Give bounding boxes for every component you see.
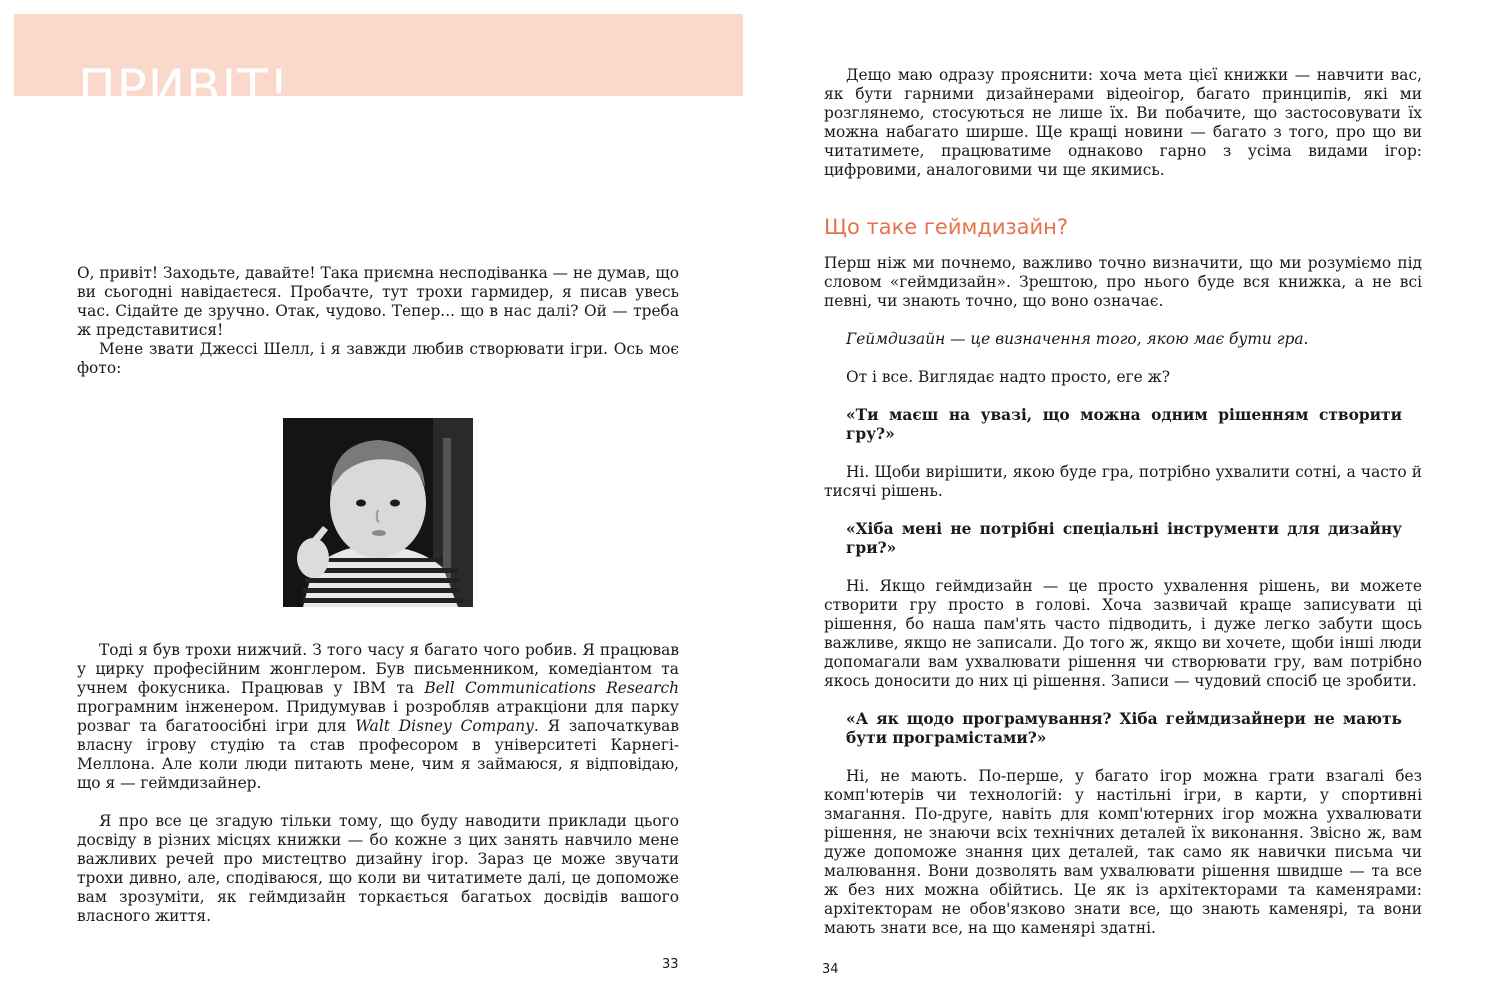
bio-emphasis-disney: Walt Disney Company [355, 717, 534, 735]
chapter-title: ПРИВІТ! [78, 59, 290, 117]
intro-paragraph: О, привіт! Заходьте, давайте! Така приємна несподіванка — не думав, що ви сьогодні навідаєтеся. Пробачте, тут трохи гармидер, я писав увесь час. Сідайте де зручно. Отак, чудово. Тепер... що в нас далі? Ой — треба ж представитися! [77, 264, 679, 339]
bio-paragraph [77, 641, 679, 793]
simple-remark: От і все. Виглядає надто просто, еге ж? [846, 368, 1171, 386]
answer-2: Ні. Якщо геймдизайн — це просто ухвалення рішень, ви можете створити гру просто в голові. Хоча зазвичай краще записувати ці рішення, бо наша пам'ять часто підводить, і дуже легко забути щось важливе, якщо не записали. До того ж, якщо ви хочете, щоби інші люди допомагали вам ухвалювати рішення чи створювати гру, вам потрібно якось доносити до них ці рішення. Записи — чудовий спосіб це зробити. [824, 577, 1422, 690]
definition-quote: Геймдизайн — це визначення того, якою має бути гра. [846, 330, 1309, 348]
answer-1: Ні. Щоби вирішити, якою буде гра, потрібно ухвалити сотні, а часто й тисячі рішень. [824, 463, 1422, 500]
intro-block [77, 264, 679, 378]
question-1: «Ти маєш на увазі, що можна одним рішенням створити гру?» [846, 406, 1402, 443]
answer-3: Ні, не мають. По-перше, у багато ігор можна грати взагалі без комп'ютерів чи технологій: у настільні ігри, в карти, у спортивні змагання. По-друге, навіть для комп'ютерних ігор можна ухвалювати рішення, не знаючи всіх технічних деталей їх виконання. Звісно ж, вам дуже допоможе знання цих деталей, так само як навички письма чи малювання. Вони дозволять вам ухвалювати рішення швидше — та все ж без них можна обійтись. Це як із архітекторами та каменярами: архітекторам не обов'язково знати все, що знають каменярі, та вони мають знати все, на що каменярі здатні. [824, 767, 1422, 937]
intro-paragraph-2: Мене звати Джессі Шелл, і я завжди любив створювати ігри. Ось моє фото: [77, 340, 679, 377]
question-3: «А як щодо програмування? Хіба геймдизайнери не мають бути програмістами?» [846, 710, 1402, 747]
bio-text-3: . Я започаткував власну ігрову студію та став професором в університеті Карнегі-Меллона. Але коли люди питають мене, чим я займаюся, я відповідаю, що я — геймдизайнер. [77, 717, 680, 792]
experience-paragraph: Я про все це згадую тільки тому, що буду наводити приклади цього досвіду в різних місцях книжки — бо кожне з цих занять навчило мене важливих речей про мистецтво дизайну ігор. Зараз це може звучати трохи дивно, але, сподіваюся, що коли ви читатимете далі, це допоможе вам зрозуміти, як геймдизайн торкається багатьох досвідів вашого власного життя. [77, 812, 679, 925]
author-photo [283, 418, 473, 607]
definition-intro-paragraph: Перш ніж ми почнемо, важливо точно визначити, що ми розуміємо під словом «геймдизайн». Зрештою, про нього буде вся книжка, а не всі певні, чи знають точно, що воно означає. [824, 254, 1422, 310]
right-page-text [824, 66, 1422, 938]
bio-emphasis-bell: Bell Communications Research [424, 679, 679, 697]
question-2: «Хіба мені не потрібні спеціальні інструменти для дизайну гри?» [846, 520, 1402, 557]
intro-clarification-paragraph: Дещо маю одразу прояснити: хоча мета цієї книжки — навчити вас, як бути гарними дизайнерами відеоігор, багато принципів, які ми розглянемо, стосуються не лише їх. Ви побачите, що застосовувати їх можна набагато ширше. Ще кращі новини — багато з того, про що ви читатимете, працюватиме однаково гарно з усіма видами ігор: цифровими, аналоговими чи ще якимись. [824, 66, 1422, 179]
right-page [750, 0, 1500, 1000]
bio-block [77, 641, 679, 926]
section-heading: Що таке геймдизайн? [824, 215, 1069, 239]
bio-text-2: програмним інженером. Придумував і розробляв атракціони для парку розваг та багатоосібні ігри для [77, 698, 679, 735]
page-number-left: 33 [662, 957, 679, 972]
bio-text-1: Тоді я був трохи нижчий. З того часу я багато чого робив. Я працював у цирку професійним жонглером. Був письменником, комедіантом та учнем фокусника. Працював у IBM та [77, 641, 679, 697]
chapter-title-band [14, 14, 743, 117]
page-number-right: 34 [822, 962, 839, 977]
